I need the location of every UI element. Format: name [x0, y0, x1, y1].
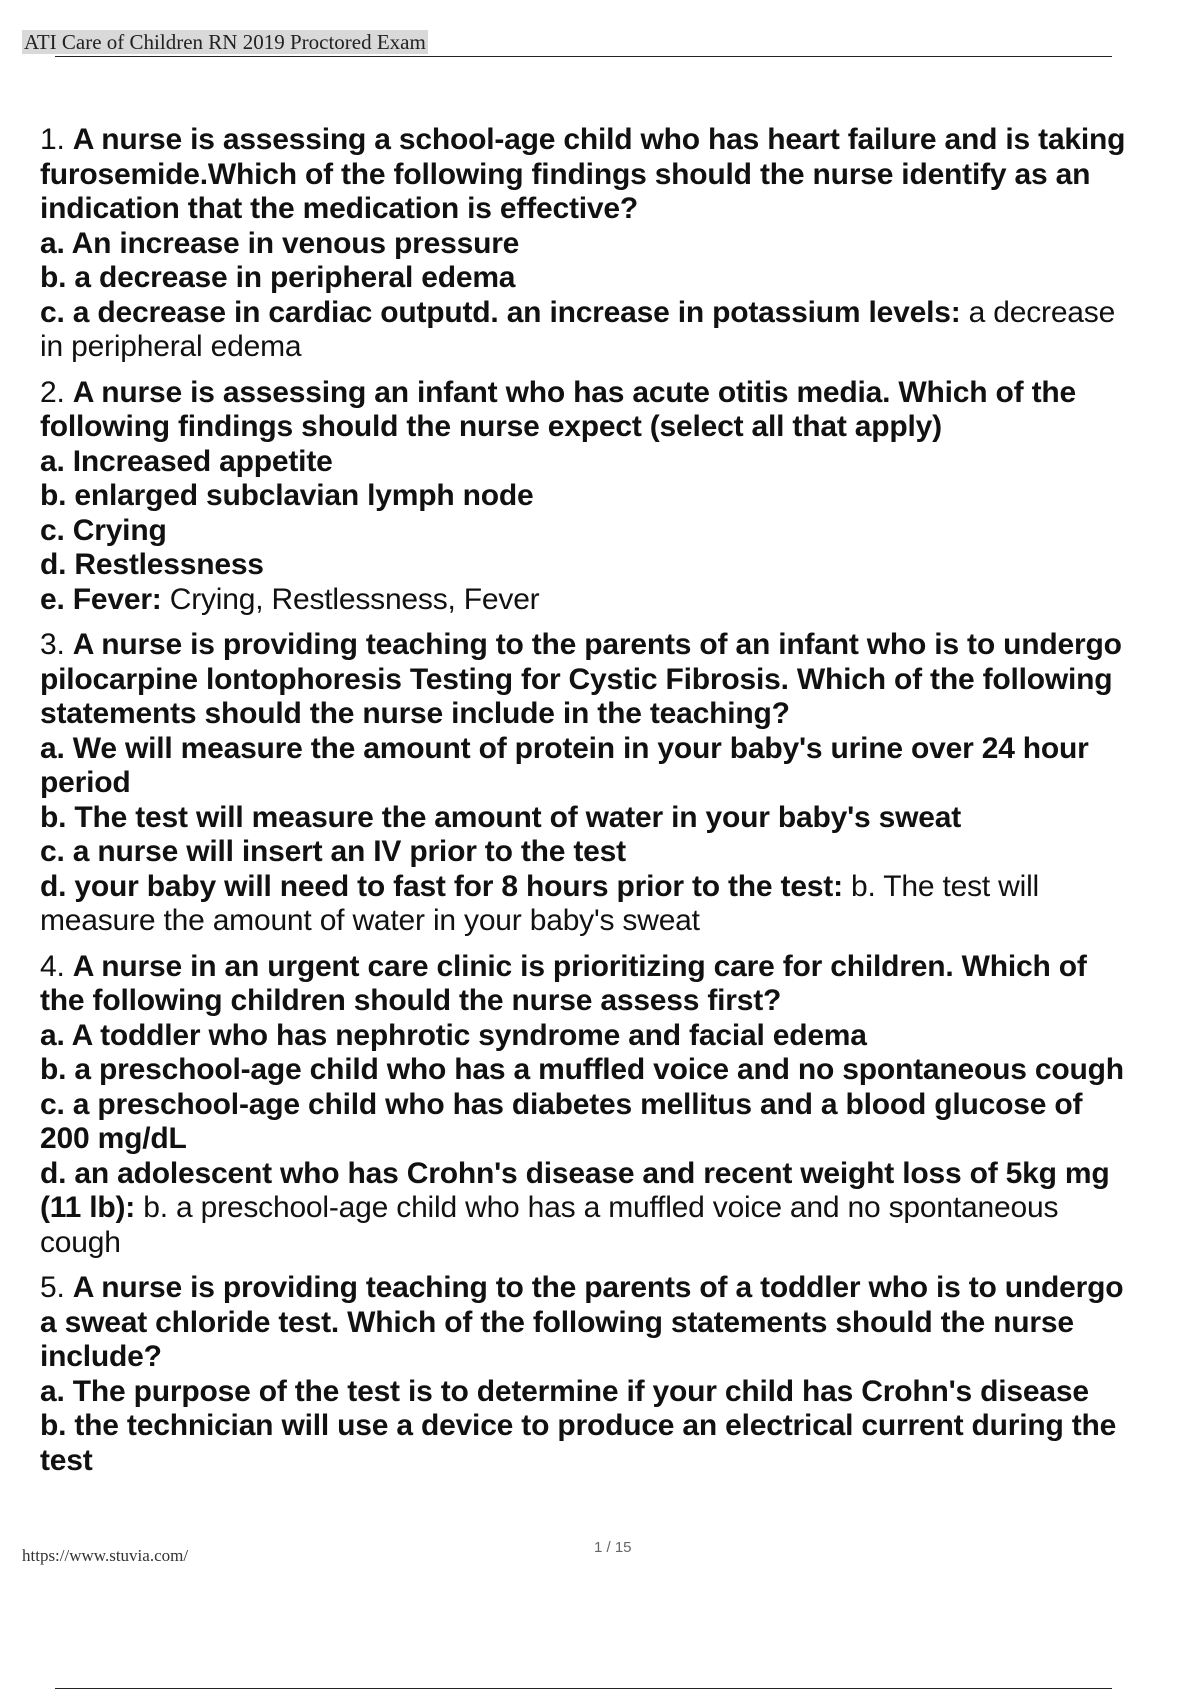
answer-option: test — [40, 1443, 93, 1477]
answer-option: 200 mg/dL — [40, 1122, 187, 1155]
header-rule — [55, 56, 1112, 57]
question-number: 3. — [40, 628, 65, 661]
question-stem-text: statements should the nurse include in the teaching? — [40, 697, 790, 730]
question-block — [40, 628, 1200, 939]
question-stem-text: pilocarpine lontophoresis Testing for Cystic Fibrosis. Which of the following — [40, 662, 1113, 696]
correct-answer-continued: cough — [40, 1225, 121, 1259]
answer-option-text: c. a decrease in cardiac outputd. an increase in potassium levels: — [40, 295, 961, 329]
answer-option: a. The purpose of the test is to determine if your child has Crohn's disease — [40, 1374, 1089, 1408]
question-number: 4. — [40, 949, 65, 983]
answer-option: b. enlarged subclavian lymph node — [40, 479, 534, 512]
question-stem-line — [40, 410, 1200, 445]
question-stem-line — [40, 950, 1200, 985]
question-stem-line — [40, 1271, 1200, 1306]
question-stem-line — [40, 123, 1200, 158]
correct-answer: b. a preschool-age child who has a muffled voice and no spontaneous — [143, 1191, 1059, 1224]
question-stem-line — [40, 192, 1200, 227]
answer-option: b. The test will measure the amount of water in your baby's sweat — [40, 800, 962, 834]
question-stem-text: furosemide.Which of the following findings should the nurse identify as an — [40, 157, 1091, 191]
question-stem-text: A nurse is providing teaching to the parents of a toddler who is to undergo — [72, 1271, 1124, 1304]
answer-option: a. An increase in venous pressure — [40, 226, 520, 260]
question-stem-text: include? — [40, 1340, 162, 1373]
answer-option: a. Increased appetite — [40, 444, 333, 478]
answer-option: b. a decrease in peripheral edema — [40, 261, 516, 294]
footer-rule — [55, 1688, 1112, 1689]
question-stem-text: the following children should the nurse assess first? — [40, 984, 782, 1017]
answer-option-final — [40, 583, 1200, 618]
answer-option: c. a nurse will insert an IV prior to the test — [40, 835, 626, 868]
question-block — [40, 123, 1200, 365]
question-stem-text: A nurse in an urgent care clinic is prioritizing care for children. Which of — [72, 949, 1087, 983]
answer-option-text: (11 lb): — [40, 1191, 136, 1224]
footer-url[interactable]: https://www.stuvia.com/ — [22, 1546, 189, 1565]
answer-option: period — [40, 766, 131, 799]
answer-option-final — [40, 1191, 1200, 1226]
question-stem-line — [40, 628, 1200, 663]
question-stem-line — [40, 1306, 1200, 1341]
correct-answer-continued: in peripheral edema — [40, 330, 302, 363]
answer-option: d. Restlessness — [40, 548, 264, 581]
document-header-title: ATI Care of Children RN 2019 Proctored Exam — [24, 30, 426, 54]
question-block — [40, 376, 1200, 618]
answer-option-final — [40, 870, 1200, 905]
question-stem-text: indication that the medication is effective? — [40, 192, 638, 225]
question-stem-line — [40, 1340, 1200, 1375]
answer-option: d. an adolescent who has Crohn's disease and recent weight loss of 5kg mg — [40, 1156, 1110, 1190]
answer-option: c. Crying — [40, 513, 167, 547]
question-stem-text: a sweat chloride test. Which of the following statements should the nurse — [40, 1305, 1074, 1339]
question-number: 1. — [40, 123, 65, 156]
question-block — [40, 1271, 1200, 1478]
answer-option: a. A toddler who has nephrotic syndrome and facial edema — [40, 1018, 867, 1052]
question-number: 2. — [40, 375, 65, 409]
question-stem-line — [40, 697, 1200, 732]
question-list — [40, 123, 1200, 1489]
question-stem-line — [40, 663, 1200, 698]
correct-answer: a decrease — [968, 295, 1116, 329]
correct-answer: b. The test will — [851, 869, 1040, 903]
answer-option-final — [40, 296, 1200, 331]
question-stem-line — [40, 984, 1200, 1019]
answer-option-text: e. Fever: — [40, 582, 162, 616]
question-stem-text: A nurse is assessing a school-age child who has heart failure and is taking — [72, 123, 1126, 156]
answer-option: b. the technician will use a device to produce an electrical current during the — [40, 1409, 1117, 1442]
answer-option: a. We will measure the amount of protein in your baby's urine over 24 hour — [40, 731, 1089, 765]
correct-answer: Crying, Restlessness, Fever — [169, 582, 540, 616]
question-stem-text: A nurse is providing teaching to the parents of an infant who is to undergo — [72, 628, 1122, 661]
question-block — [40, 950, 1200, 1261]
question-number: 5. — [40, 1271, 65, 1304]
page-number: 1 / 15 — [594, 1539, 632, 1556]
correct-answer-continued: measure the amount of water in your baby's sweat — [40, 904, 700, 937]
answer-option-text: d. your baby will need to fast for 8 hours prior to the test: — [40, 869, 843, 903]
answer-option: c. a preschool-age child who has diabetes mellitus and a blood glucose of — [40, 1087, 1083, 1121]
question-stem-text: following findings should the nurse expect (select all that apply) — [40, 410, 942, 443]
question-stem-line — [40, 376, 1200, 411]
question-stem-line — [40, 158, 1200, 193]
answer-option: b. a preschool-age child who has a muffled voice and no spontaneous cough — [40, 1053, 1124, 1086]
question-stem-text: A nurse is assessing an infant who has acute otitis media. Which of the — [72, 375, 1076, 409]
